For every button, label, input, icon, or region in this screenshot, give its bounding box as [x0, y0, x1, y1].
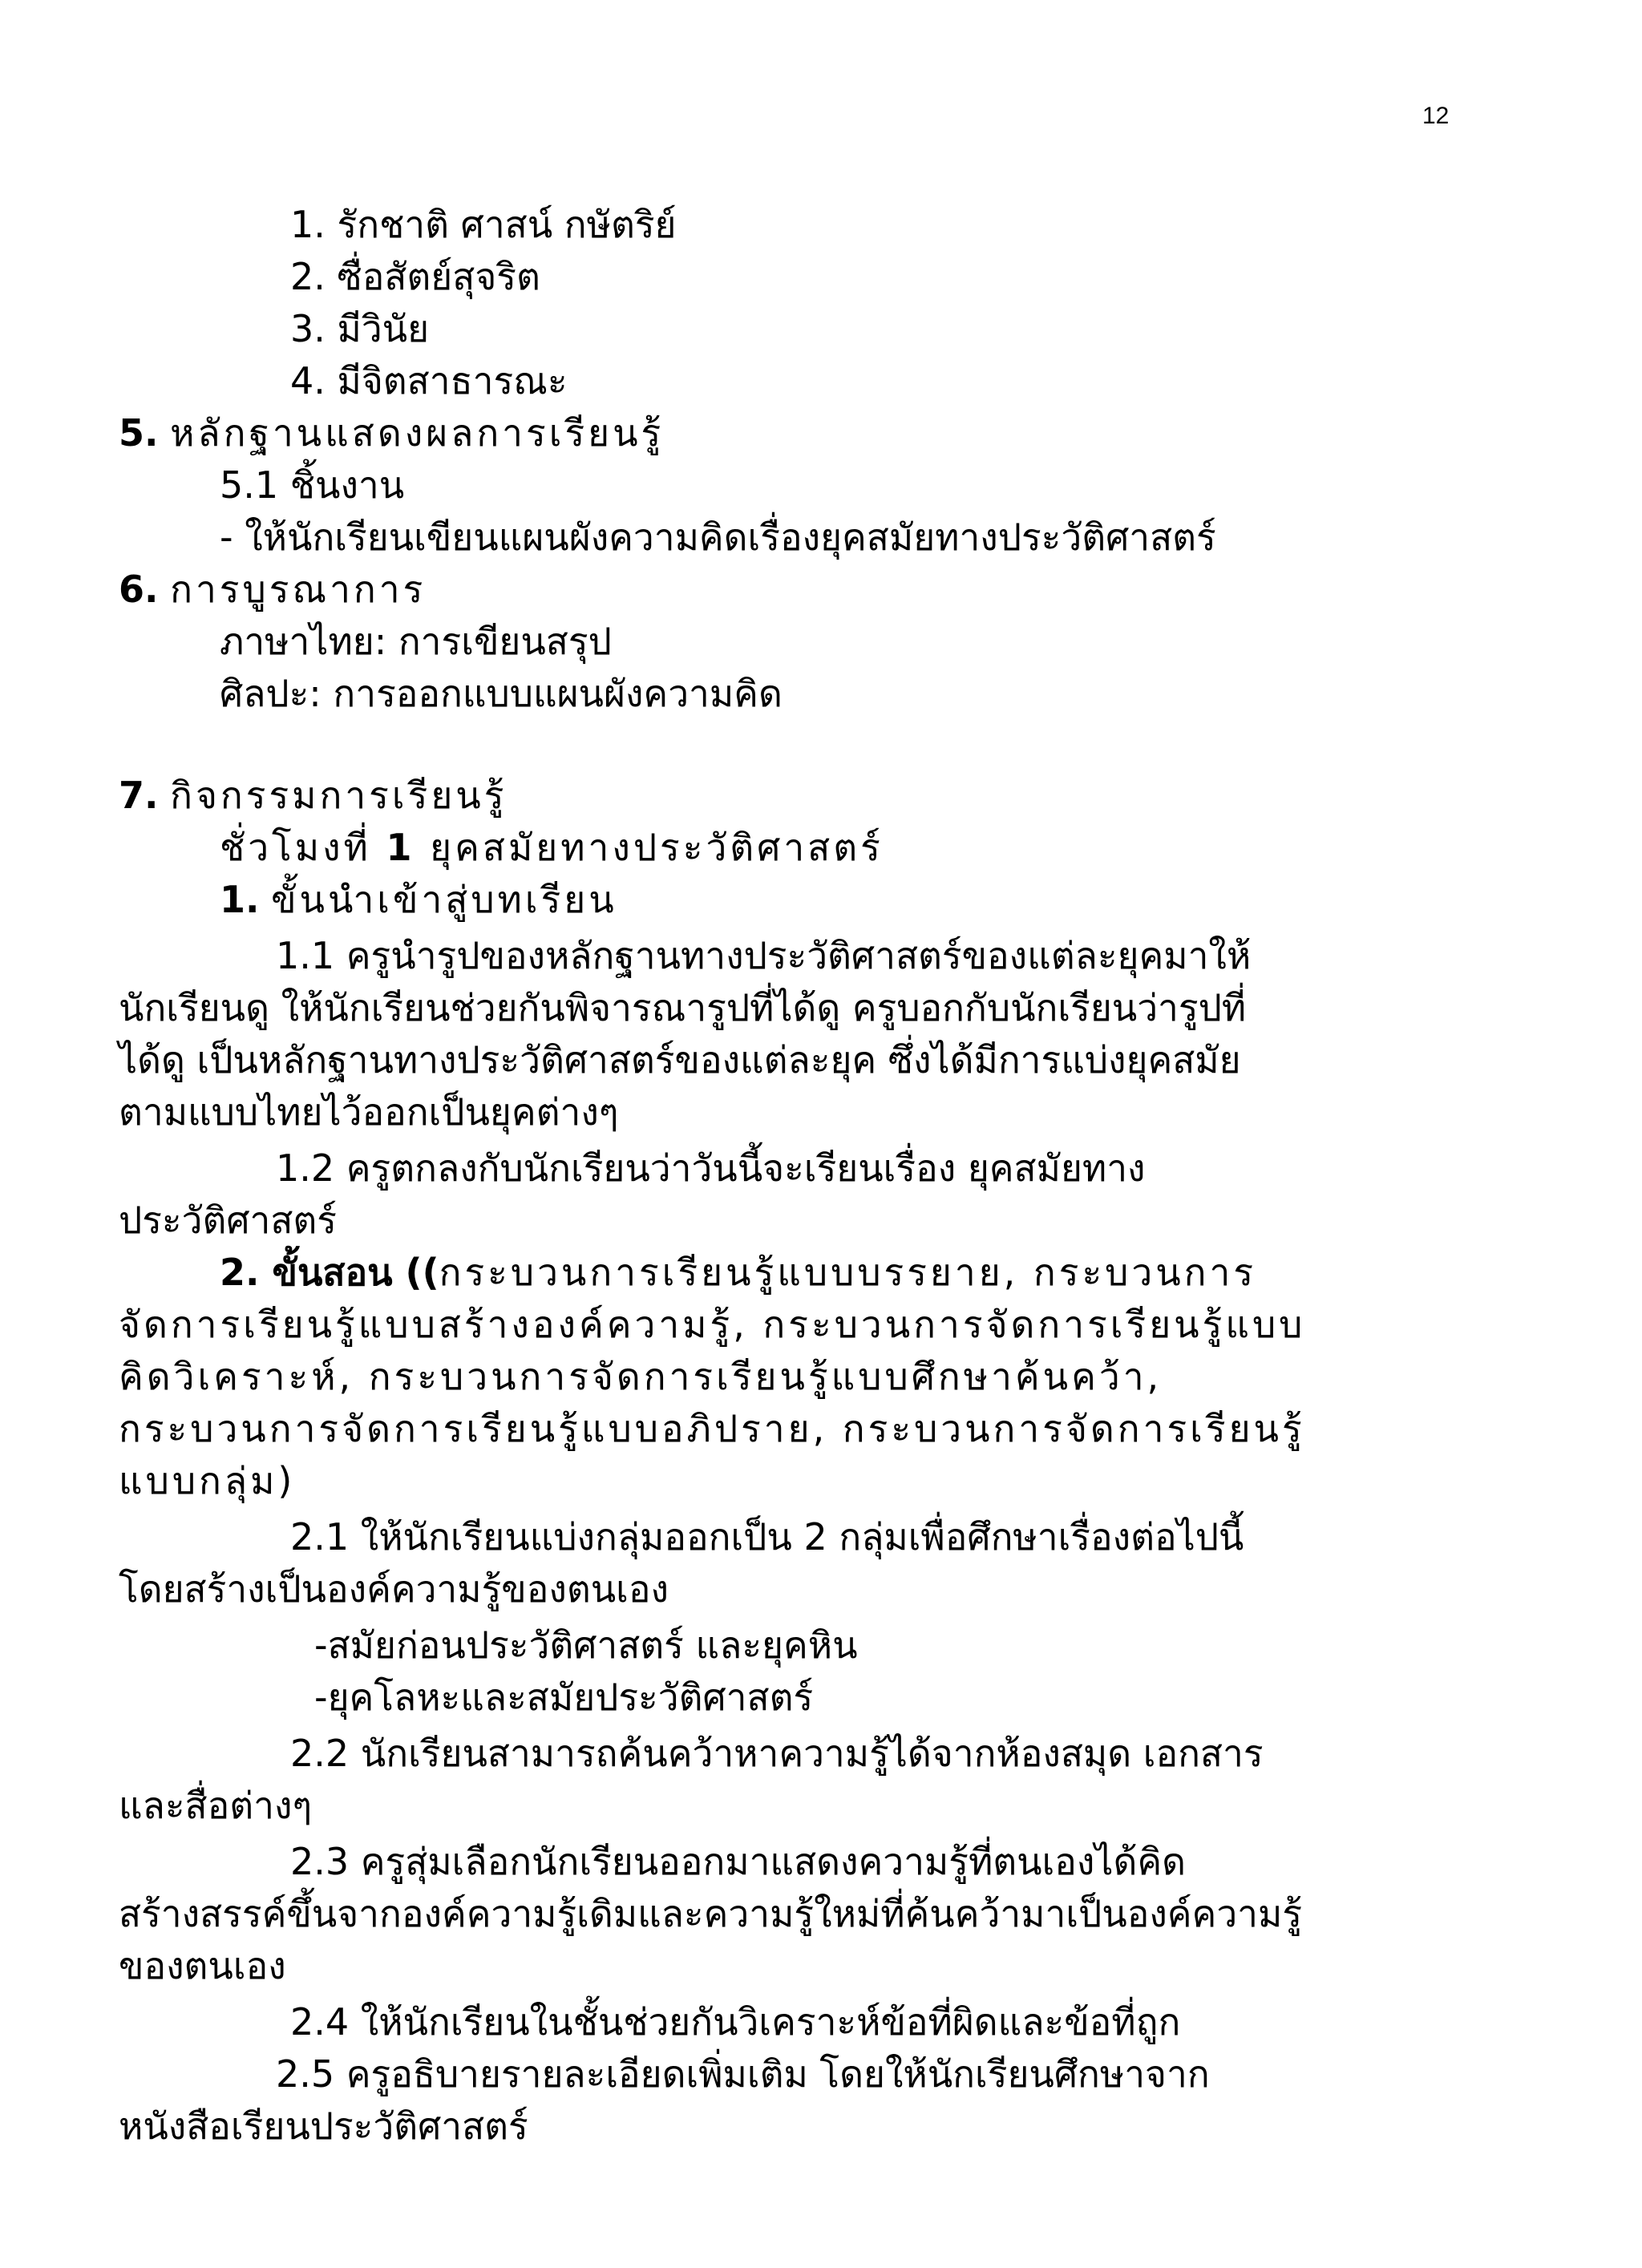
body-text: โดยสร้างเป็นองค์ความรู้ของตนเอง: [119, 1567, 669, 1611]
body-text: 2.1 ให้นักเรียนแบ่งกลุ่มออกเป็น 2 กลุ่มเพื่อศึกษาเรื่องต่อไปนี้: [290, 1515, 1244, 1558]
hour-prefix: ชั่วโมงที่: [220, 826, 371, 869]
step-number: 1.: [220, 878, 260, 921]
step-methods: กระบวนการเรียนรู้แบบบรรยาย, กระบวนการ: [439, 1251, 1257, 1294]
hour-heading: [220, 822, 884, 873]
list-item: -สมัยก่อนประวัติศาสตร์ และยุคหิน: [314, 1623, 858, 1667]
step-heading-1: [220, 874, 617, 925]
body-text: 2.2 นักเรียนสามารถค้นคว้าหาความรู้ได้จากห้องสมุด เอกสาร: [290, 1732, 1264, 1775]
section-title: หลักฐานแสดงผลการเรียนรู้: [170, 411, 665, 455]
hour-number: 1: [386, 826, 415, 869]
body-text: สร้างสรรค์ขึ้นจากองค์ความรู้เดิมและความรู้ใหม่ที่ค้นคว้ามาเป็นองค์ความรู้: [119, 1892, 1303, 1935]
section-number: 6.: [119, 568, 159, 611]
section-title: กิจกรรมการเรียนรู้: [170, 774, 508, 817]
body-text: หนังสือเรียนประวัติศาสตร์: [119, 2104, 528, 2148]
body-text: ศิลปะ: การออกแบบแผนผังความคิด: [220, 672, 783, 715]
hour-title: ยุคสมัยทางประวัติศาสตร์: [430, 826, 884, 869]
body-text: 1.2 ครูตกลงกับนักเรียนว่าวันนี้จะเรียนเรื่อง ยุคสมัยทาง: [276, 1146, 1146, 1190]
section-title: การบูรณาการ: [170, 568, 427, 611]
step-label: 2. ขั้นสอน ((: [220, 1251, 439, 1294]
section-number: 7.: [119, 774, 159, 817]
section-heading-6: [119, 564, 426, 615]
section-heading-5: [119, 407, 664, 459]
body-text: ตามแบบไทยไว้ออกเป็นยุคต่างๆ: [119, 1090, 619, 1134]
body-text: 2.4 ให้นักเรียนในชั้นช่วยกันวิเคราะห์ข้อที่ผิดและข้อที่ถูก: [290, 2000, 1181, 2044]
body-text: 1.1 ครูนำรูปของหลักฐานทางประวัติศาสตร์ของแต่ละยุคมาให้: [276, 934, 1252, 977]
body-text: - ให้นักเรียนเขียนแผนผังความคิดเรื่องยุคสมัยทางประวัติศาสตร์: [220, 515, 1216, 559]
step-title: ขั้นนำเข้าสู่บทเรียน: [271, 878, 617, 921]
list-item: -ยุคโลหะและสมัยประวัติศาสตร์: [314, 1676, 814, 1719]
page-number: 12: [1422, 103, 1450, 129]
body-text: แบบกลุ่ม): [119, 1459, 296, 1502]
body-text: ประวัติศาสตร์: [119, 1199, 338, 1242]
list-item: 1. รักชาติ ศาสน์ กษัตริย์: [290, 203, 677, 246]
body-text: ได้ดู เป็นหลักฐานทางประวัติศาสตร์ของแต่ละยุค ซึ่งได้มีการแบ่งยุคสมัย: [119, 1038, 1241, 1081]
body-text: และสื่อต่างๆ: [119, 1784, 313, 1827]
body-text: จัดการเรียนรู้แบบสร้างองค์ความรู้, กระบวนการจัดการเรียนรู้แบบ: [119, 1303, 1306, 1346]
section-heading-7: [119, 770, 507, 821]
body-text: ของตนเอง: [119, 1944, 286, 1987]
body-text: คิดวิเคราะห์, กระบวนการจัดการเรียนรู้แบบศึกษาค้นคว้า,: [119, 1355, 1163, 1398]
list-item: 3. มีวินัย: [290, 307, 430, 350]
list-item: 4. มีจิตสาธารณะ: [290, 359, 568, 402]
body-text: 2.3 ครูสุ่มเลือกนักเรียนออกมาแสดงความรู้ที่ตนเองได้คิด: [290, 1840, 1187, 1883]
subsection-title: 5.1 ชิ้นงาน: [220, 463, 405, 507]
body-text: กระบวนการจัดการเรียนรู้แบบอภิปราย, กระบวนการจัดการเรียนรู้: [119, 1407, 1305, 1450]
list-item: 2. ซื่อสัตย์สุจริต: [290, 255, 540, 298]
body-text: นักเรียนดู ให้นักเรียนช่วยกันพิจารณารูปที่ได้ดู ครูบอกกับนักเรียนว่ารูปที่: [119, 986, 1247, 1029]
step-heading-2: [220, 1247, 1256, 1298]
section-number: 5.: [119, 411, 159, 455]
body-text: 2.5 ครูอธิบายรายละเอียดเพิ่มเติม โดยให้นักเรียนศึกษาจาก: [276, 2052, 1210, 2096]
body-text: ภาษาไทย: การเขียนสรุป: [220, 620, 612, 663]
